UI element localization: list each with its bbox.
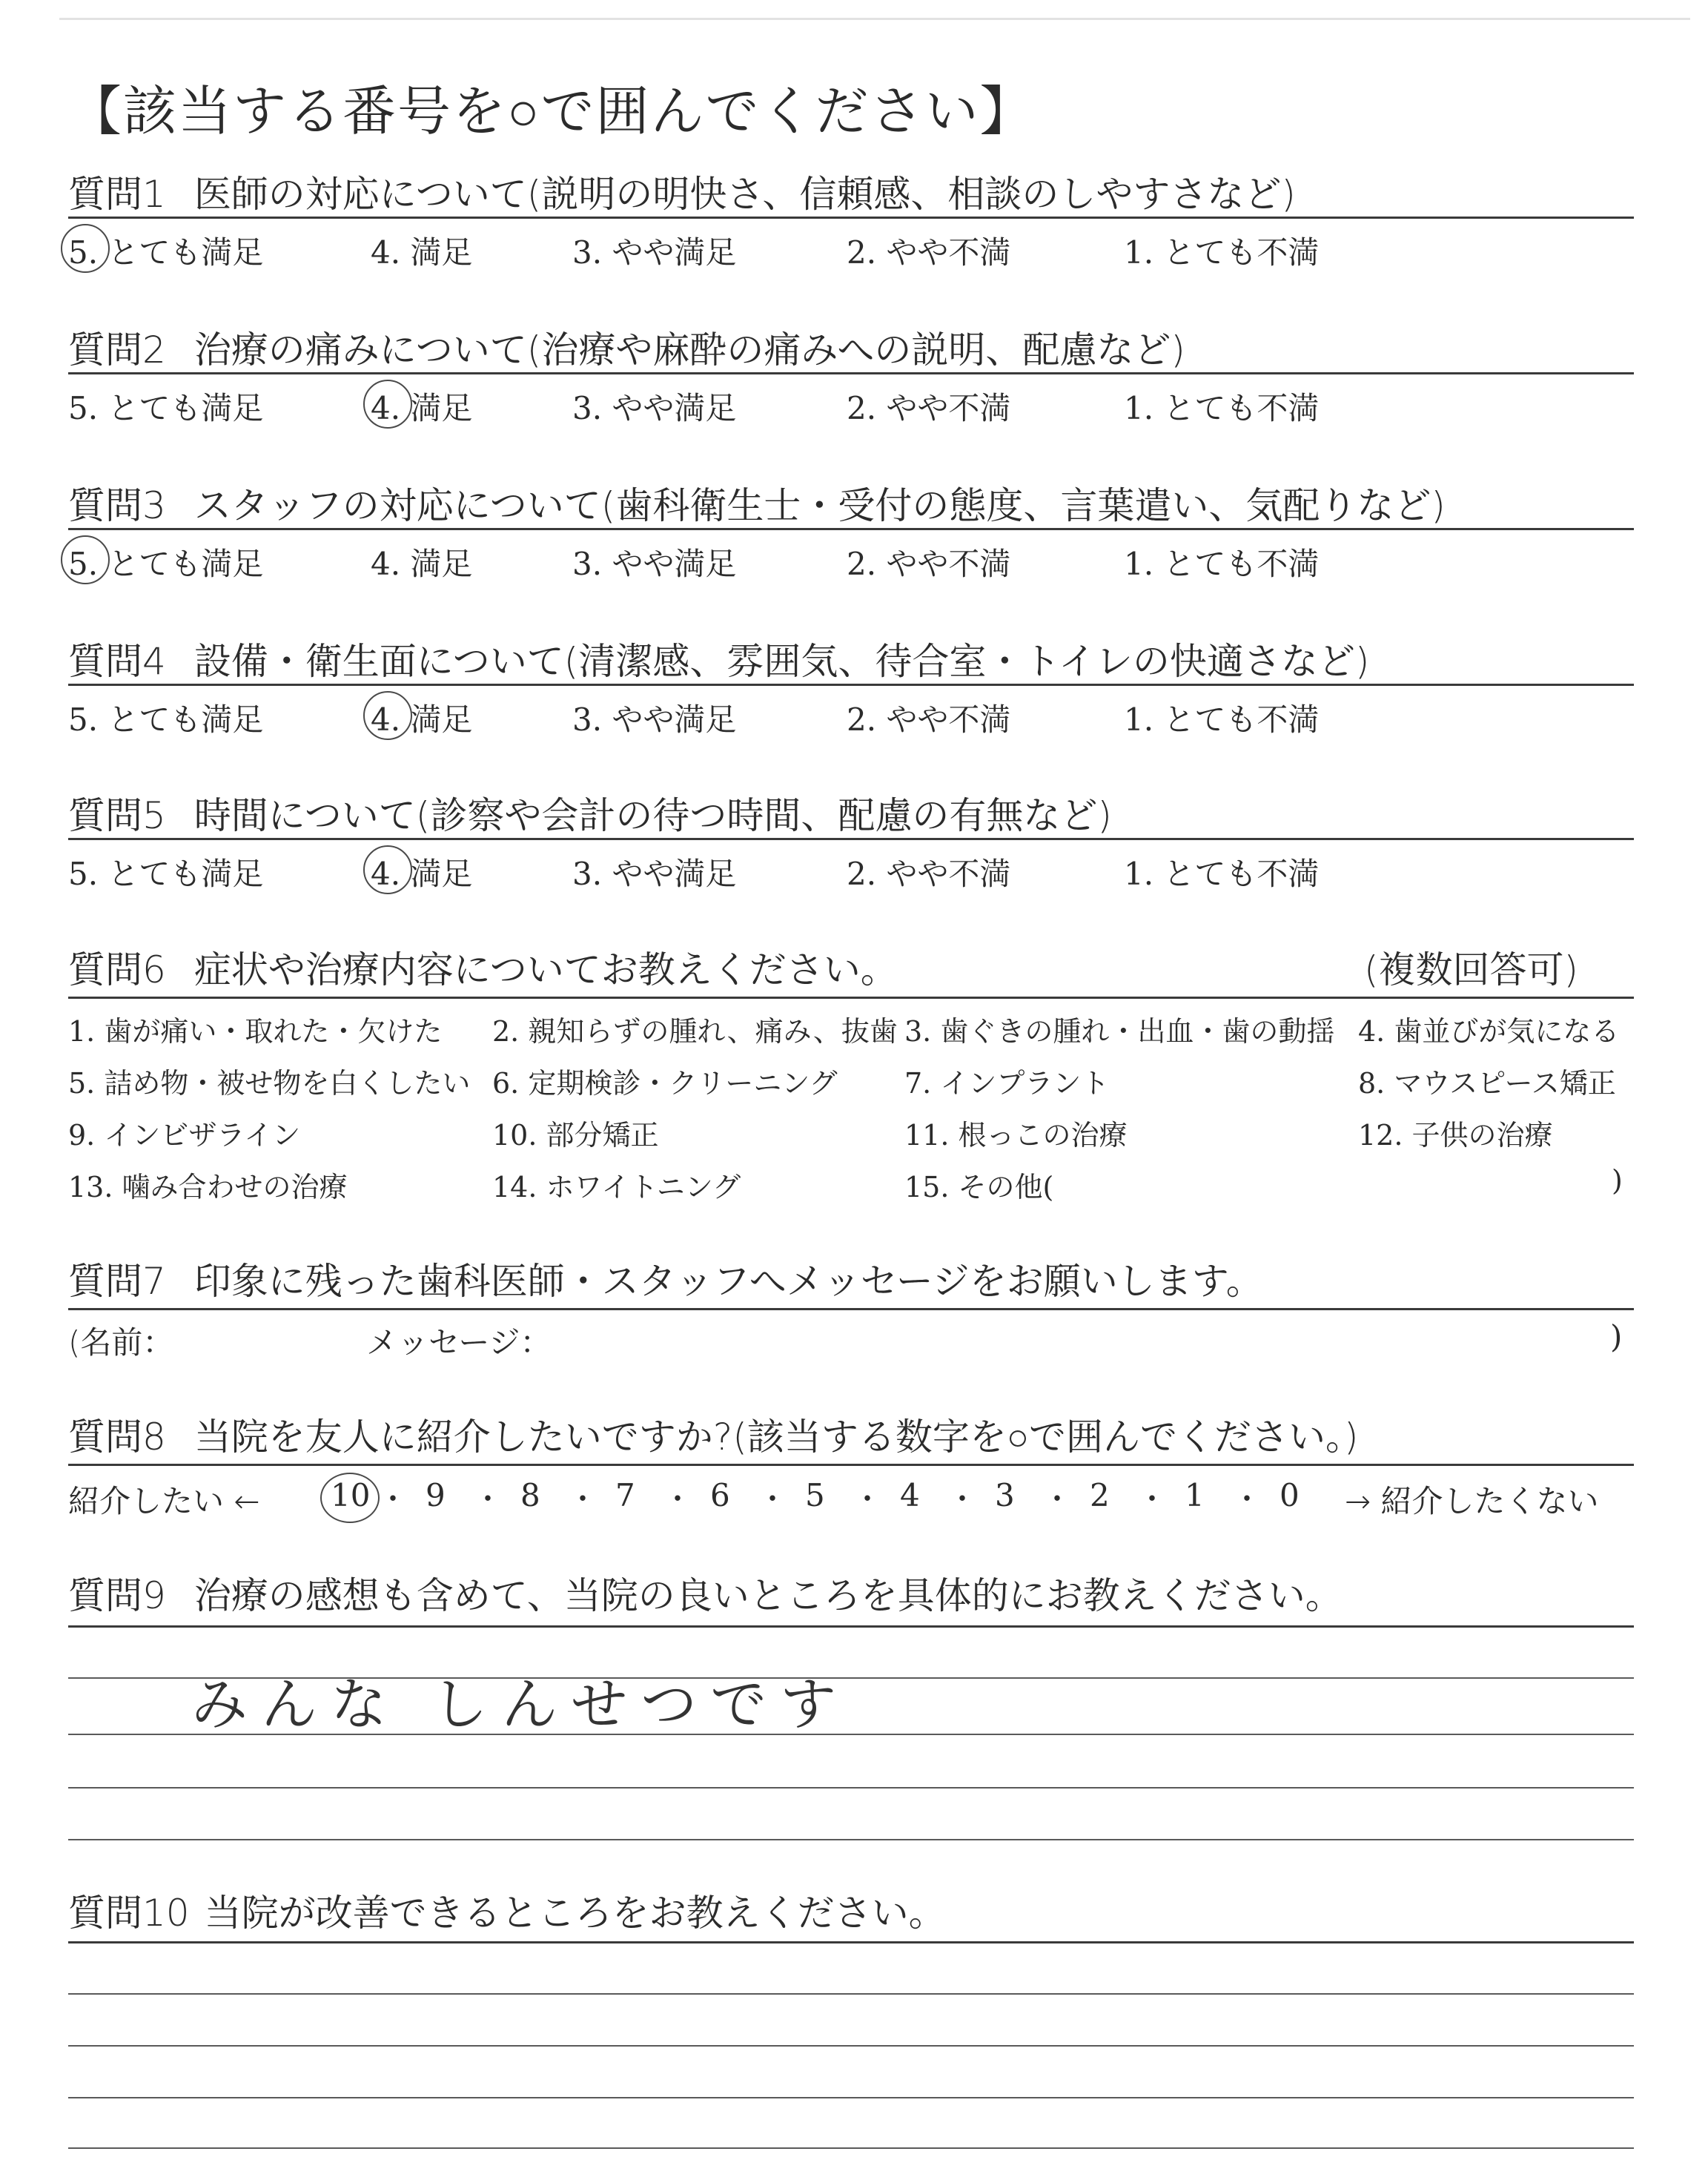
scale-separator: ・ <box>853 1482 882 1516</box>
rating-option[interactable]: 1. とても不満 <box>1124 234 1320 271</box>
message-label: メッセージ： <box>366 1324 552 1361</box>
answer-line <box>68 1839 1634 1840</box>
question-rule <box>68 528 1634 530</box>
answer-line <box>68 1787 1634 1789</box>
question-rule <box>68 1464 1634 1466</box>
scale-number[interactable]: 4 <box>900 1477 920 1513</box>
scale-separator: ・ <box>1232 1482 1262 1516</box>
question-text: 治療の感想も含めて、当院の良いところを具体的にお教えください。 <box>193 1574 1343 1617</box>
scale-number[interactable]: 5 <box>805 1477 825 1513</box>
answer-line <box>68 1625 1634 1628</box>
question-rule <box>68 838 1634 840</box>
selection-circle <box>320 1473 380 1523</box>
scale-separator: ・ <box>473 1482 503 1516</box>
question-number: 質問5 <box>68 794 166 837</box>
other-close: ) <box>1612 1164 1623 1197</box>
rating-option[interactable]: 5. とても満足 <box>68 701 264 738</box>
answer-line <box>68 2045 1634 2047</box>
question-text: 印象に残った歯科医師・スタッフへメッセージをお願いします。 <box>193 1260 1263 1303</box>
symptom-item[interactable]: 13. 噛み合わせの治療 <box>68 1171 348 1203</box>
rating-option[interactable]: 2. やや不満 <box>847 546 1011 582</box>
symptom-item[interactable]: 11. 根っこの治療 <box>904 1119 1128 1152</box>
top-border <box>59 18 1690 20</box>
question-rule <box>68 217 1634 219</box>
symptom-item[interactable]: 4. 歯並びが気になる <box>1358 1015 1620 1048</box>
scale-separator: ・ <box>663 1482 692 1516</box>
rating-option[interactable]: 1. とても不満 <box>1124 390 1320 426</box>
scale-number[interactable]: 6 <box>710 1477 730 1513</box>
rating-option[interactable]: 4. 満足 <box>371 234 473 271</box>
scale-number[interactable]: 10 <box>331 1477 371 1513</box>
rating-option[interactable]: 1. とても不満 <box>1124 546 1320 582</box>
rating-option[interactable]: 2. やや不満 <box>847 234 1011 271</box>
name-label: (名前： <box>68 1324 174 1361</box>
rating-option[interactable]: 2. やや不満 <box>847 701 1011 738</box>
multiple-answer-note: (複数回答可) <box>1364 948 1579 991</box>
rating-option[interactable]: 1. とても不満 <box>1124 856 1320 892</box>
rating-option[interactable]: 3. やや満足 <box>572 234 737 271</box>
answer-line <box>68 1941 1634 1943</box>
rating-option[interactable]: 4. 満足 <box>371 546 473 582</box>
symptom-item[interactable]: 1. 歯が痛い・取れた・欠けた <box>68 1015 443 1048</box>
symptom-item[interactable]: 8. マウスピース矯正 <box>1358 1067 1616 1100</box>
question-number: 質問1 <box>68 173 166 216</box>
answer-line <box>68 1993 1634 1995</box>
rating-option[interactable]: 3. やや満足 <box>572 390 737 426</box>
question-number: 質問8 <box>68 1416 166 1459</box>
answer-line <box>68 2097 1634 2098</box>
scale-number[interactable]: 7 <box>615 1477 635 1513</box>
selection-circle <box>363 380 412 429</box>
rating-option[interactable]: 5. とても満足 <box>68 390 264 426</box>
rating-option[interactable]: 3. やや満足 <box>572 856 737 892</box>
scale-separator: ・ <box>1042 1482 1072 1516</box>
rating-option[interactable]: 4. 満足 <box>371 856 473 892</box>
symptom-item[interactable]: 3. 歯ぐきの腫れ・出血・歯の動揺 <box>904 1015 1335 1048</box>
rating-option[interactable]: 2. やや不満 <box>847 390 1011 426</box>
scale-number[interactable]: 9 <box>426 1477 446 1513</box>
scale-number[interactable]: 3 <box>995 1477 1015 1513</box>
question-rule <box>68 372 1634 374</box>
question-text: 設備・衛生面について(清潔感、雰囲気、待合室・トイレの快適さなど) <box>193 640 1370 683</box>
question-number: 質問7 <box>68 1260 166 1303</box>
question-rule <box>68 684 1634 686</box>
scale-number[interactable]: 0 <box>1280 1477 1300 1513</box>
scale-separator: ・ <box>378 1482 408 1516</box>
symptom-item[interactable]: 2. 親知らずの腫れ、痛み、抜歯 <box>492 1015 898 1048</box>
scale-separator: ・ <box>568 1482 598 1516</box>
symptom-item[interactable]: 14. ホワイトニング <box>492 1171 741 1203</box>
question-text: スタッフの対応について(歯科衛生士・受付の態度、言葉遣い、気配りなど) <box>193 484 1446 527</box>
question-text: 当院が改善できるところをお教えください。 <box>204 1892 946 1935</box>
question-number: 質問3 <box>68 484 166 527</box>
scale-number[interactable]: 2 <box>1090 1477 1110 1513</box>
symptom-item[interactable]: 10. 部分矯正 <box>492 1119 659 1152</box>
rating-option[interactable]: 5. とても満足 <box>68 856 264 892</box>
symptom-item[interactable]: 15. その他( <box>904 1171 1054 1203</box>
symptom-item[interactable]: 9. インビザライン <box>68 1119 301 1152</box>
scale-number[interactable]: 8 <box>520 1477 540 1513</box>
question-rule <box>68 997 1634 999</box>
rating-option[interactable]: 3. やや満足 <box>572 546 737 582</box>
question-text: 時間について(診察や会計の待つ時間、配慮の有無など) <box>193 794 1112 837</box>
symptom-item[interactable]: 6. 定期検診・クリーニング <box>492 1067 838 1100</box>
rating-option[interactable]: 5. とても満足 <box>68 234 264 271</box>
rating-option[interactable]: 4. 満足 <box>371 390 473 426</box>
question-number: 質問9 <box>68 1574 166 1617</box>
question-text: 医師の対応について(説明の明快さ、信頼感、相談のしやすさなど) <box>193 173 1296 216</box>
question-number: 質問4 <box>68 640 166 683</box>
symptom-item[interactable]: 5. 詰め物・被せ物を白くしたい <box>68 1067 471 1100</box>
page-title: 【該当する番号を○で囲んでください】 <box>68 80 1035 142</box>
selection-circle <box>61 224 110 273</box>
scale-separator: ・ <box>1137 1482 1167 1516</box>
scale-number[interactable]: 1 <box>1185 1477 1205 1513</box>
rating-option[interactable]: 1. とても不満 <box>1124 701 1320 738</box>
answer-line <box>68 2147 1634 2149</box>
scale-separator: ・ <box>758 1482 787 1516</box>
rating-option[interactable]: 2. やや不満 <box>847 856 1011 892</box>
question-text: 症状や治療内容についてお教えください。 <box>193 948 898 991</box>
rating-option[interactable]: 3. やや満足 <box>572 701 737 738</box>
question-number: 質問10 <box>68 1892 190 1935</box>
question-number: 質問2 <box>68 328 166 371</box>
question-text: 当院を友人に紹介したいですか?(該当する数字を○で囲んでください。) <box>193 1416 1359 1459</box>
question-text: 治療の痛みについて(治療や麻酔の痛みへの説明、配慮など) <box>193 328 1185 371</box>
message-close: ) <box>1610 1318 1623 1355</box>
recommend-label: 紹介したい ← <box>68 1483 260 1519</box>
symptom-item[interactable]: 12. 子供の治療 <box>1358 1119 1553 1152</box>
handwritten-answer: みんな しんせつです <box>191 1671 850 1737</box>
selection-circle <box>61 535 110 584</box>
scale-separator: ・ <box>947 1482 977 1516</box>
rating-option[interactable]: 5. とても満足 <box>68 546 264 582</box>
question-number: 質問6 <box>68 948 166 991</box>
not-recommend-label: → 紹介したくない <box>1345 1483 1599 1519</box>
rating-option[interactable]: 4. 満足 <box>371 701 473 738</box>
selection-circle <box>363 691 412 740</box>
selection-circle <box>363 845 412 894</box>
question-rule <box>68 1308 1634 1310</box>
symptom-item[interactable]: 7. インプラント <box>904 1067 1110 1100</box>
